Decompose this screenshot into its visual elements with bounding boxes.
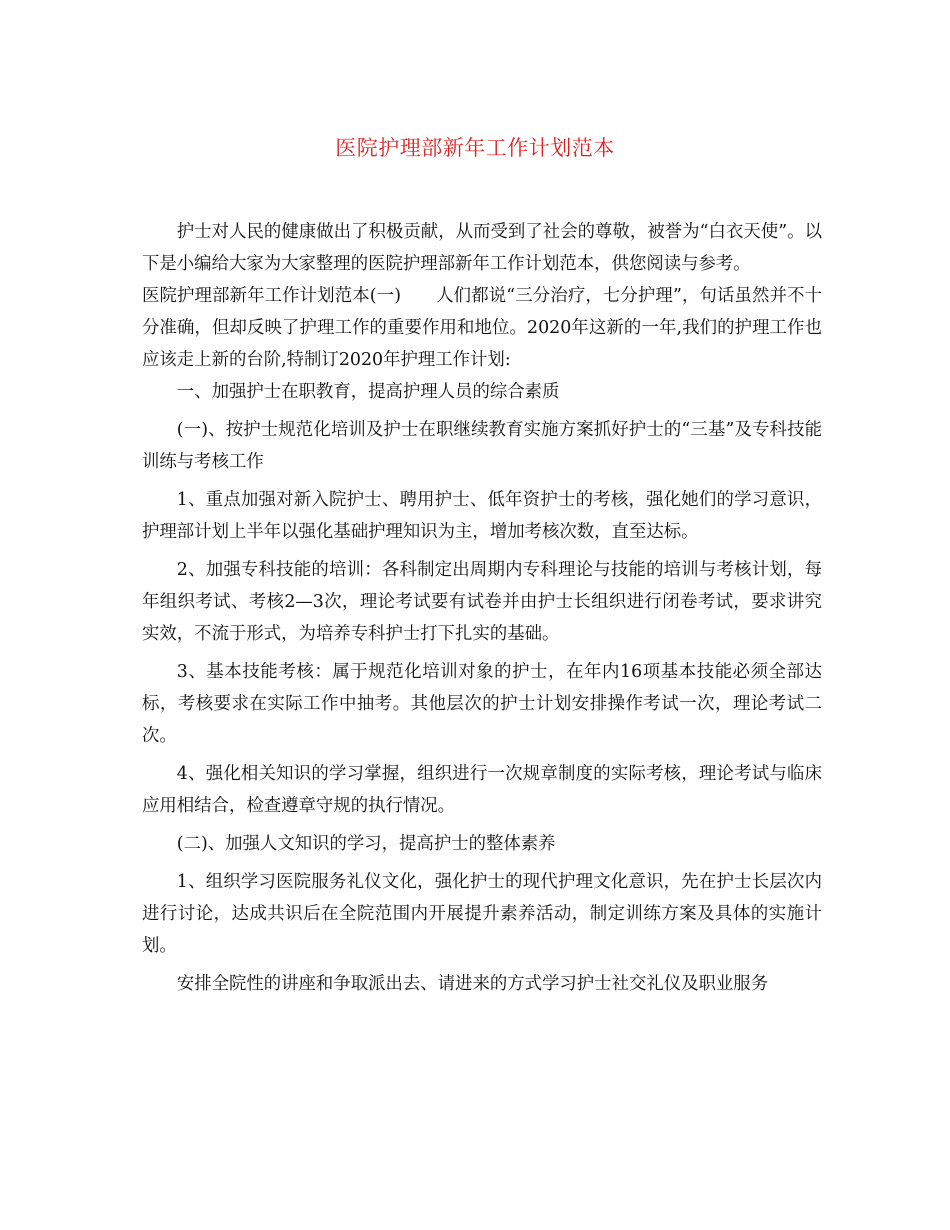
paragraph-lectures: 安排全院性的讲座和争取派出去、请进来的方式学习护士社交礼仪及职业服务 xyxy=(176,974,769,994)
paragraph-subsection-two: (二)、加强人文知识的学习，提高护士的整体素养 xyxy=(176,834,556,854)
paragraph-subsection-one: (一)、按护士规范化培训及护士在职继续教育实施方案抓好护士的“三基”及专科技能训练与考核工作 xyxy=(142,420,822,472)
paragraph-plan-one: 医院护理部新年工作计划范本(一) 人们都说“三分治疗，七分护理”，句话虽然并不十分准确，但却反映了护理工作的重要作用和地位。2020年这新的一年,我们的护理工作也应该走上新的台阶,特制订2020年护理工作计划: xyxy=(142,286,822,370)
paragraph-item-1: 1、重点加强对新入院护士、聘用护士、低年资护士的考核，强化她们的学习意识，护理部计划上半年以强化基础护理知识为主，增加考核次数，直至达标。 xyxy=(142,490,822,542)
paragraph-item-2: 2、加强专科技能的培训：各科制定出周期内专科理论与技能的培训与考核计划，每年组织考试、考核2—3次，理论考试要有试卷并由护士长组织进行闭卷考试，要求讲究实效，不流于形式，为培养专科护士打下扎实的基础。 xyxy=(142,560,822,644)
document-title: 医院护理部新年工作计划范本 xyxy=(335,136,615,160)
paragraph-item-2-1: 1、组织学习医院服务礼仪文化，强化护士的现代护理文化意识，先在护士长层次内进行讨论，达成共识后在全院范围内开展提升素养活动，制定训练方案及具体的实施计划。 xyxy=(142,872,822,956)
paragraph-item-3: 3、基本技能考核：属于规范化培训对象的护士，在年内16项基本技能必须全部达标，考核要求在实际工作中抽考。其他层次的护士计划安排操作考试一次，理论考试二次。 xyxy=(142,662,822,746)
document-body xyxy=(142,216,822,1006)
paragraph-item-4: 4、强化相关知识的学习掌握，组织进行一次规章制度的实际考核，理论考试与临床应用相结合，检查遵章守规的执行情况。 xyxy=(142,764,822,816)
paragraph-section-heading: 一、加强护士在职教育，提高护理人员的综合素质 xyxy=(176,382,560,402)
paragraph-intro: 护士对人民的健康做出了积极贡献，从而受到了社会的尊敬，被誉为“白衣天使”。以下是小编给大家为大家整理的医院护理部新年工作计划范本，供您阅读与参考。 xyxy=(142,222,822,274)
